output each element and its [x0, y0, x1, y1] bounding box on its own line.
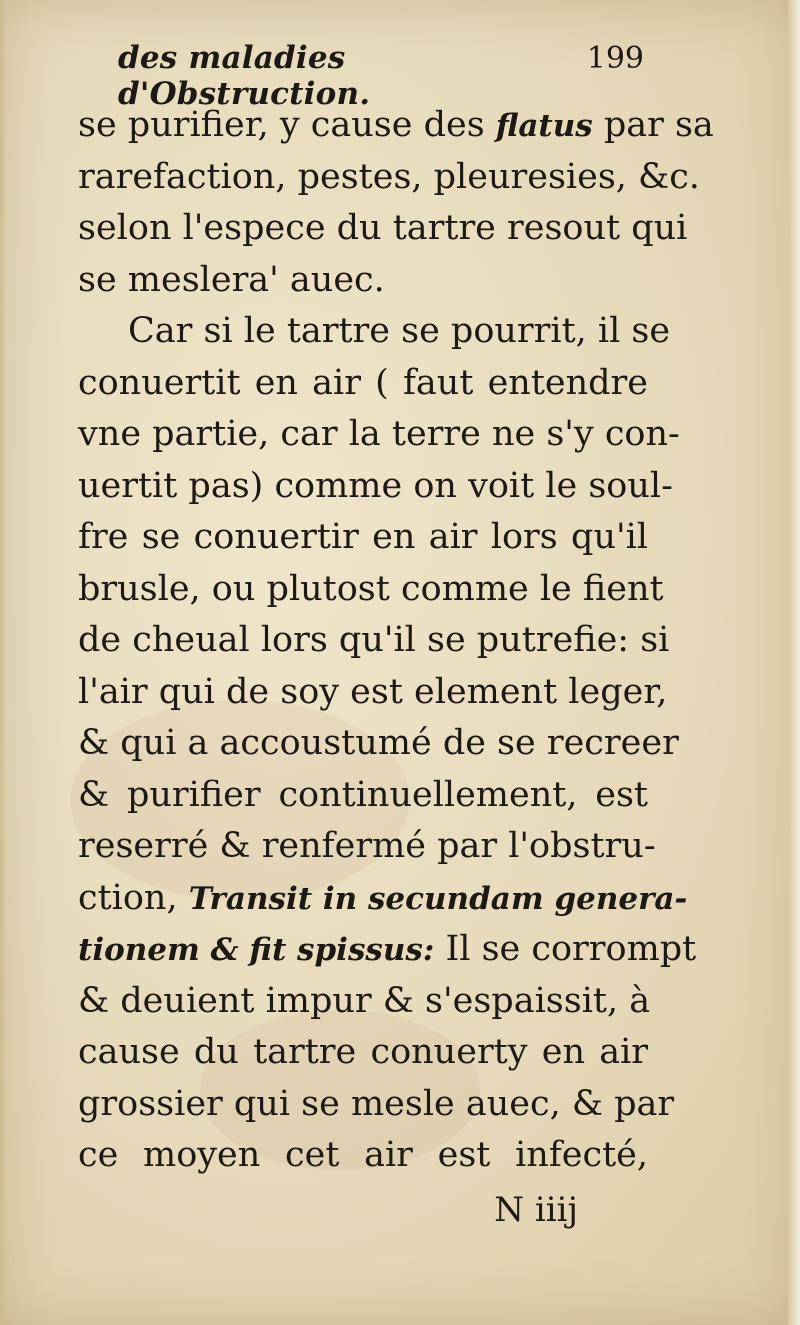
signature-mark: N iiij: [494, 1189, 578, 1230]
text-line: brusle, ou plutost comme le fient: [78, 568, 664, 609]
text-line: & deuient impur & s'espaissit, à: [78, 980, 651, 1021]
text-line: ction, Transit in secundam genera-: [78, 877, 688, 918]
text-line: se meslera' auec.: [78, 259, 385, 300]
text-line: grossier qui se mesle auec, & par: [78, 1083, 675, 1124]
text-line: de cheual lors qu'il se putrefie: si: [78, 620, 670, 660]
running-header: [78, 40, 648, 112]
page-left-edge: [0, 0, 6, 1325]
text-line: tionem & fit spissus: Il se corrompt: [78, 929, 697, 969]
text-block: [78, 40, 714, 1238]
text-line: ce moyen cet air est infecté,: [78, 1135, 648, 1175]
text-line: l'air qui de soy est element leger,: [78, 671, 668, 712]
text-line: uertit pas) comme on voit le soul-: [78, 465, 673, 506]
text-line: Car si le tartre se pourrit, il se: [128, 311, 671, 351]
text-line: fre se conuertir en air lors qu'il: [78, 517, 648, 557]
text-line: & qui a accoustumé de se recreer: [78, 723, 679, 763]
text-line: conuertit en air ( faut entendre: [78, 362, 648, 403]
text-line: vne partie, car la terre ne s'y con-: [78, 414, 680, 454]
text-line: cause du tartre conuerty en air: [78, 1032, 648, 1072]
text-line: rarefaction, pestes, pleuresies, &c.: [78, 156, 700, 197]
text-line: selon l'espece du tartre resout qui: [78, 208, 688, 248]
text-line: & purifier continuellement, est: [78, 774, 648, 815]
page-right-edge: [788, 0, 800, 1325]
running-title: des maladies d'Obstruction.: [118, 40, 371, 112]
text-line: reserré & renfermé par l'obstru-: [78, 826, 656, 866]
text-line: se purifier, y cause des flatus par sa: [78, 105, 714, 145]
page-number: 199: [586, 41, 644, 76]
